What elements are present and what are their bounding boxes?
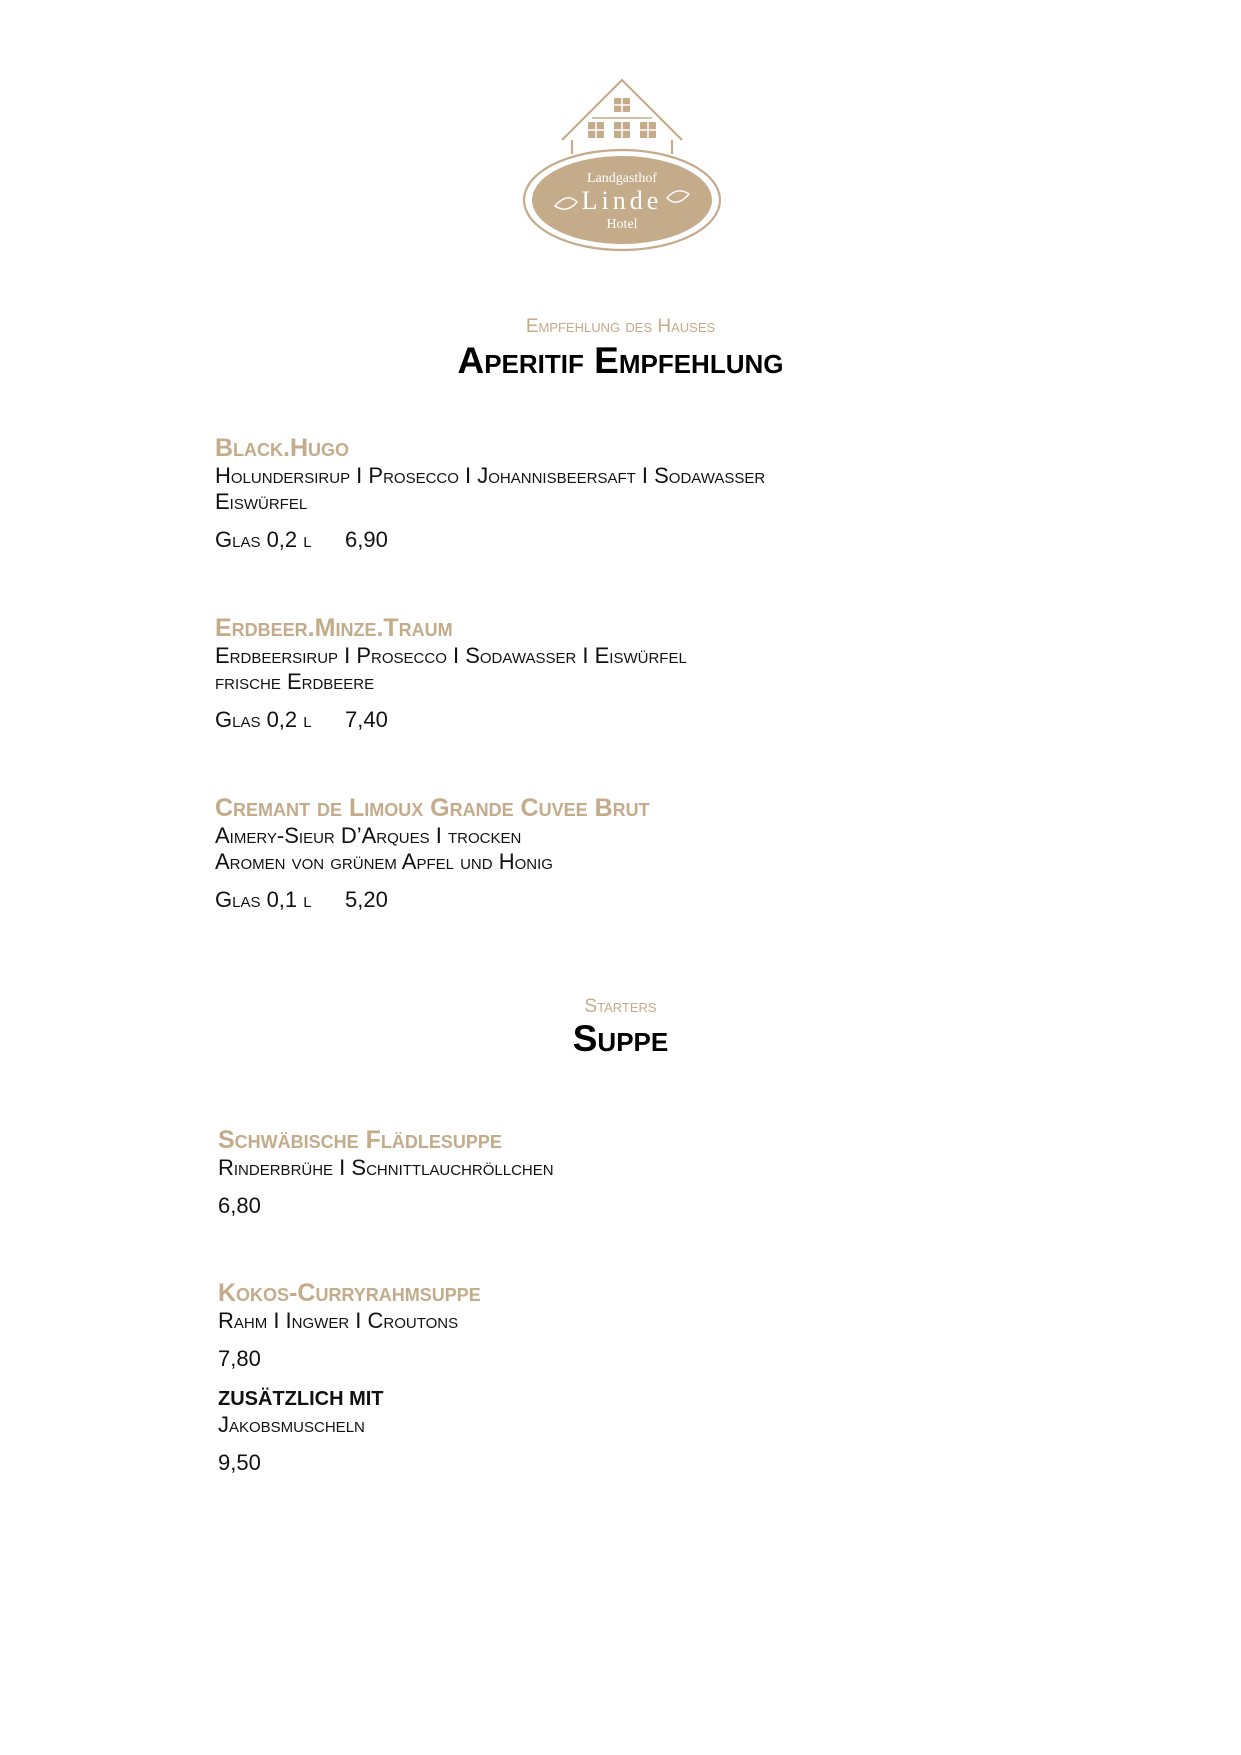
item-price: 7,40 [345, 707, 388, 732]
menu-item [215, 433, 765, 553]
item-name: Black.Hugo [215, 434, 350, 462]
item-name: Kokos-Curryrahmsuppe [218, 1279, 481, 1307]
item-size: Glas 0,1 l [215, 887, 312, 912]
section-heading: Aperitif Empfehlung [457, 340, 784, 381]
item-price-row [215, 887, 650, 913]
menu-item [218, 1278, 481, 1476]
item-size: Glas 0,2 l [215, 527, 312, 552]
section-heading: Suppe [572, 1018, 669, 1059]
item-name: Cremant de Limoux Grande Cuvee Brut [215, 794, 650, 822]
section-kicker: Empfehlung des Hauses [525, 316, 716, 337]
item-price: 7,80 [218, 1346, 261, 1371]
addon-description: Jakobsmuscheln [218, 1412, 365, 1437]
logo-main-text: Linde [581, 186, 663, 215]
item-description: Aromen von grünem Apfel und Honig [215, 849, 553, 874]
landgasthof-linde-logo [522, 78, 722, 253]
item-description: Eiswürfel [215, 489, 308, 514]
addon-label: ZUSÄTZLICH MIT [218, 1388, 384, 1410]
menu-item [218, 1125, 554, 1219]
addon-price: 9,50 [218, 1450, 261, 1475]
item-price: 6,80 [218, 1193, 261, 1218]
menu-item [215, 793, 650, 913]
item-name: Schwäbische Flädlesuppe [218, 1126, 502, 1154]
logo-top-text: Landgasthof [587, 171, 657, 186]
item-description: Aimery-Sieur D’Arques I trocken [215, 823, 522, 848]
item-description: Rinderbrühe I Schnittlauchröllchen [218, 1155, 554, 1180]
item-description: Erdbeersirup I Prosecco I Sodawasser I Eiswürfel [215, 643, 687, 668]
item-price-row [215, 527, 765, 553]
item-description: frische Erdbeere [215, 669, 375, 694]
item-description: Holundersirup I Prosecco I Johannisbeersaft I Sodawasser [215, 463, 766, 488]
item-price: 5,20 [345, 887, 388, 912]
item-description: Rahm I Ingwer I Croutons [218, 1308, 459, 1333]
item-name: Erdbeer.Minze.Traum [215, 614, 453, 642]
item-size: Glas 0,2 l [215, 707, 312, 732]
item-price: 6,90 [345, 527, 388, 552]
section-kicker: Starters [584, 996, 657, 1017]
logo-bottom-text: Hotel [606, 217, 638, 232]
item-price-row [215, 707, 687, 733]
menu-item [215, 613, 687, 733]
